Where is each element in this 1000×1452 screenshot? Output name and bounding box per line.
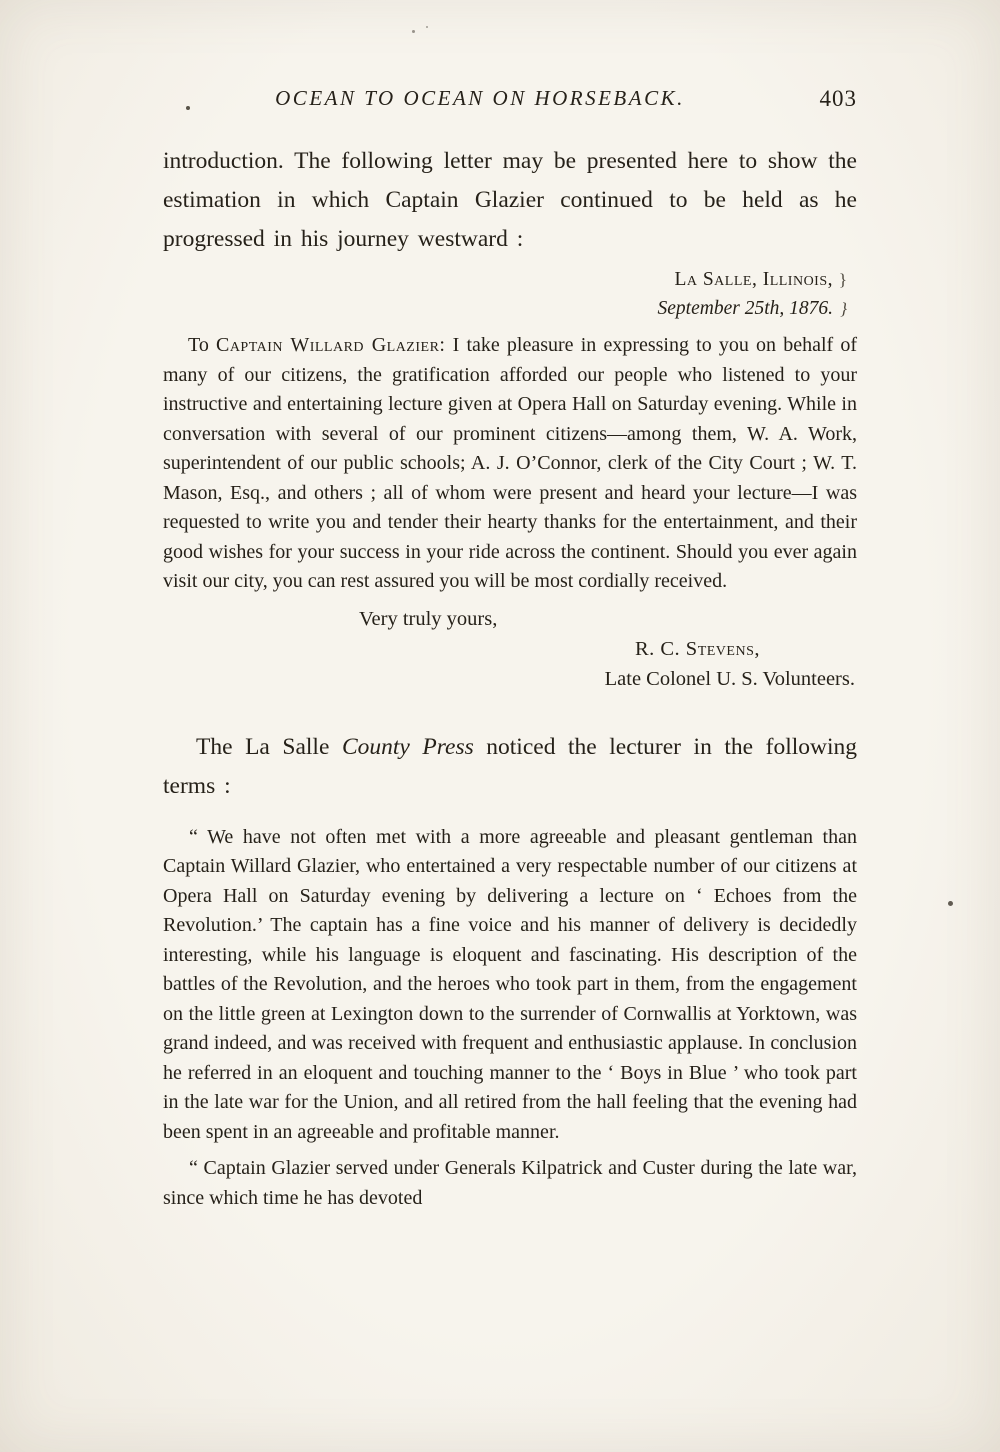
running-header: [163, 86, 857, 120]
letter-date-line: [163, 294, 847, 323]
press-intro-paragraph: [163, 728, 857, 806]
press-name-italic: County Press: [341, 733, 474, 760]
press-quote-paragraph-1: “ We have not often met with a more agreeable and pleasant gentleman than Captain Willard Glazier, who entertained a very respectable number of our citizens at Opera Hall on Saturday evening by delivering a lecture on ‘ Echoes from the Revolution.’ The captain has a fine voice and his manner of delivery is decidedly interesting, while his language is eloquent and fascinating. His description of the battles of the Revolution, and the heroes who took part in them, from the engagement on the little green at Lexington down to the surrender of Cornwallis at Yorktown, was grand indeed, and was received with frequent and enthusiastic applause. In conclusion he referred in an eloquent and touching manner to the ‘ Boys in Blue ’ who took part in the late war for the Union, and all retired from the hall feeling that the evening had been spent in an agreeable and profitable manner.: [163, 825, 857, 1143]
running-title: OCEAN TO OCEAN ON HORSEBACK.: [275, 86, 685, 110]
press-intro-part2: noticed the lecturer in the following terms :: [163, 733, 857, 799]
letter-body-text: I take pleasure in expressing to you on behalf of many of our citizens, the gratification afforded our people who listened to your instructive and entertaining lecture given at Opera Hall on Saturday evening. While in conversation with several of our prominent citizens—among them, W. A. Work, superintendent of our public schools; A. J. O’Connor, clerk of the City Court ; W. T. Mason, Esq., and others ; all of whom were present and heard your lecture—I was requested to write you and tender their hearty thanks for the entertainment, and their good wishes for your success in your ride across the continent. Should you ever again visit our city, you can rest assured you will be most cordially received.: [163, 334, 857, 592]
letter-signature: [163, 634, 857, 664]
letter-place-line: [163, 265, 847, 294]
ink-speck: [948, 901, 953, 906]
page-number: 403: [819, 86, 857, 111]
letter-dateline: [163, 265, 857, 323]
letter-body: [163, 331, 857, 597]
letter-date: September 25th, 1876.: [657, 298, 833, 319]
letter-salutation-name: Captain Willard Glazier:: [215, 334, 446, 356]
letter-signature-name: R. C. Stevens,: [634, 637, 760, 660]
letter-place: La Salle, Illinois,: [674, 269, 833, 290]
letter-signature-title: Late Colonel U. S. Volunteers.: [604, 667, 855, 690]
intro-paragraph: introduction. The following letter may be presented here to show the estimation in which Captain Glazier continued to be held as he progressed in his journey westward :: [163, 148, 857, 252]
text-block: [163, 86, 857, 1213]
dateline-brace-icon: }: [838, 270, 847, 289]
press-intro-part1: The La Salle: [196, 733, 342, 760]
letter-salutation-prefix: To: [188, 334, 216, 356]
dateline-brace-icon: }: [840, 299, 847, 318]
letter-closing: Very truly yours,: [359, 607, 498, 630]
press-quote-paragraph-2: “ Captain Glazier served under Generals Kilpatrick and Custer during the late war, since which time he has devoted: [163, 1157, 857, 1209]
ink-speck: [426, 26, 428, 28]
ink-speck: [412, 30, 415, 33]
